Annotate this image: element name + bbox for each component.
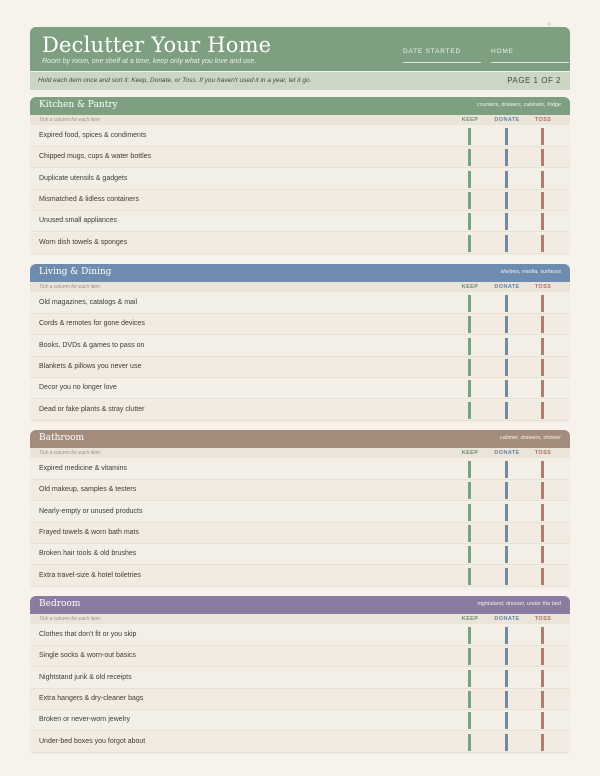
donate-checkbox[interactable]	[505, 213, 508, 230]
section-title: Kitchen & Pantry	[39, 100, 118, 110]
keep-checkbox[interactable]	[468, 734, 471, 751]
checklist-row	[30, 544, 570, 565]
keep-checkbox[interactable]	[468, 670, 471, 687]
section-1	[30, 264, 570, 423]
keep-checkbox[interactable]	[468, 482, 471, 499]
section-header	[30, 430, 570, 448]
keep-checkbox[interactable]	[468, 235, 471, 252]
item-label: Extra travel-size & hotel toiletries	[39, 571, 141, 579]
keep-checkbox[interactable]	[468, 627, 471, 644]
donate-checkbox[interactable]	[505, 171, 508, 188]
keep-column-header: KEEP	[461, 117, 479, 123]
section-title: Bathroom	[39, 433, 85, 443]
keep-checkbox[interactable]	[468, 525, 471, 542]
keep-checkbox[interactable]	[468, 691, 471, 708]
date-started-label: DATE STARTED	[403, 48, 461, 55]
checklist-row	[30, 480, 570, 501]
checklist-row	[30, 459, 570, 480]
toss-checkbox[interactable]	[541, 670, 544, 687]
checklist-row	[30, 625, 570, 646]
checklist-row	[30, 190, 570, 211]
instructions-bar	[30, 72, 570, 90]
donate-checkbox[interactable]	[505, 461, 508, 478]
toss-checkbox[interactable]	[541, 338, 544, 355]
keep-checkbox[interactable]	[468, 359, 471, 376]
keep-checkbox[interactable]	[468, 149, 471, 166]
keep-checkbox[interactable]	[468, 338, 471, 355]
donate-checkbox[interactable]	[505, 402, 508, 419]
checklist-row	[30, 566, 570, 587]
toss-checkbox[interactable]	[541, 192, 544, 209]
keep-checkbox[interactable]	[468, 546, 471, 563]
item-label: Expired food, spices & condiments	[39, 132, 147, 139]
item-label: Single socks & worn-out basics	[39, 652, 136, 660]
checklist-row	[30, 400, 570, 421]
section-2	[30, 430, 570, 589]
item-label: Cords & remotes for gone devices	[39, 320, 145, 328]
instructions-text: Hold each item once and sort it: Keep, Donate, or Toss. If you haven't used it in a year, let it go.	[38, 77, 312, 84]
item-label: Decor you no longer love	[39, 384, 117, 392]
toss-checkbox[interactable]	[541, 482, 544, 499]
section-hint: cabinet, drawers, shower	[499, 435, 561, 441]
keep-checkbox[interactable]	[468, 402, 471, 419]
donate-checkbox[interactable]	[505, 712, 508, 729]
donate-checkbox[interactable]	[505, 546, 508, 563]
corner-dot	[547, 22, 551, 26]
section-0	[30, 97, 570, 256]
keep-checkbox[interactable]	[468, 712, 471, 729]
toss-checkbox[interactable]	[541, 691, 544, 708]
column-header-row	[30, 282, 570, 292]
toss-checkbox[interactable]	[541, 316, 544, 333]
column-header-row	[30, 614, 570, 624]
toss-column-header: TOSS	[534, 450, 552, 456]
section-header	[30, 264, 570, 282]
keep-checkbox[interactable]	[468, 380, 471, 397]
item-label: Old makeup, samples & testers	[39, 486, 137, 494]
keep-column-header: KEEP	[461, 616, 479, 622]
keep-checkbox[interactable]	[468, 504, 471, 521]
toss-checkbox[interactable]	[541, 235, 544, 252]
checklist-row	[30, 646, 570, 667]
checklist-row	[30, 336, 570, 357]
item-label: Broken hair tools & old brushes	[39, 550, 137, 558]
section-3	[30, 596, 570, 755]
toss-checkbox[interactable]	[541, 213, 544, 230]
keep-checkbox[interactable]	[468, 648, 471, 665]
toss-checkbox[interactable]	[541, 712, 544, 729]
section-header	[30, 97, 570, 115]
section-title: Bedroom	[39, 599, 81, 609]
keep-checkbox[interactable]	[468, 213, 471, 230]
item-label: Blankets & pillows you never use	[39, 362, 142, 370]
toss-checkbox[interactable]	[541, 402, 544, 419]
donate-checkbox[interactable]	[505, 504, 508, 521]
checklist-row	[30, 233, 570, 254]
tick-hint: Tick a column for each item	[39, 284, 101, 290]
checklist-row	[30, 126, 570, 147]
keep-column-header: KEEP	[461, 284, 479, 290]
toss-checkbox[interactable]	[541, 380, 544, 397]
section-hint: nightstand, dresser, under the bed	[477, 601, 561, 607]
tick-hint: Tick a column for each item	[39, 117, 101, 123]
item-label: Under-bed boxes you forgot about	[39, 737, 146, 745]
section-title: Living & Dining	[39, 267, 112, 277]
donate-checkbox[interactable]	[505, 380, 508, 397]
item-label: Broken or never-worn jewelry	[39, 716, 131, 724]
item-label: Expired medicine & vitamins	[39, 465, 127, 472]
checklist-row	[30, 732, 570, 753]
toss-column-header: TOSS	[534, 284, 552, 290]
donate-checkbox[interactable]	[505, 648, 508, 665]
home-label: HOME	[491, 48, 514, 55]
column-header-row	[30, 448, 570, 458]
toss-column-header: TOSS	[534, 117, 552, 123]
checklist-row	[30, 147, 570, 168]
checklist-row	[30, 502, 570, 523]
donate-checkbox[interactable]	[505, 670, 508, 687]
home-line[interactable]	[491, 62, 569, 63]
tick-hint: Tick a column for each item	[39, 616, 101, 622]
checklist-row	[30, 668, 570, 689]
checklist-row	[30, 211, 570, 232]
donate-checkbox[interactable]	[505, 359, 508, 376]
item-label: Worn dish towels & sponges	[39, 238, 128, 246]
section-header	[30, 596, 570, 614]
donate-checkbox[interactable]	[505, 295, 508, 312]
toss-checkbox[interactable]	[541, 295, 544, 312]
toss-checkbox[interactable]	[541, 149, 544, 166]
item-label: Nearly-empty or unused products	[39, 507, 143, 515]
page-subtitle: Room by room, one shelf at a time, keep only what you love and use.	[42, 58, 257, 65]
item-label: Dead or fake plants & stray clutter	[39, 405, 145, 413]
keep-checkbox[interactable]	[468, 568, 471, 585]
section-hint: counters, drawers, cabinets, fridge	[476, 102, 561, 108]
donate-checkbox[interactable]	[505, 734, 508, 751]
tick-hint: Tick a column for each item	[39, 450, 101, 456]
keep-checkbox[interactable]	[468, 171, 471, 188]
donate-column-header: DONATE	[494, 616, 520, 622]
donate-checkbox[interactable]	[505, 149, 508, 166]
checklist-row	[30, 378, 570, 399]
section-hint: shelves, media, surfaces	[500, 269, 561, 275]
toss-checkbox[interactable]	[541, 627, 544, 644]
donate-column-header: DONATE	[494, 117, 520, 123]
keep-checkbox[interactable]	[468, 192, 471, 209]
keep-checkbox[interactable]	[468, 128, 471, 145]
column-header-row	[30, 115, 570, 125]
donate-checkbox[interactable]	[505, 627, 508, 644]
donate-checkbox[interactable]	[505, 316, 508, 333]
checklist-row	[30, 169, 570, 190]
item-label: Extra hangers & dry-cleaner bags	[39, 694, 144, 702]
donate-checkbox[interactable]	[505, 691, 508, 708]
donate-checkbox[interactable]	[505, 338, 508, 355]
checklist-row	[30, 689, 570, 710]
checklist-row	[30, 710, 570, 731]
page-header	[30, 27, 570, 71]
toss-checkbox[interactable]	[541, 461, 544, 478]
item-label: Clothes that don't fit or you skip	[39, 631, 137, 638]
toss-checkbox[interactable]	[541, 504, 544, 521]
page-title: Declutter Your Home	[42, 33, 272, 57]
page-number: PAGE 1 OF 2	[507, 76, 561, 85]
donate-checkbox[interactable]	[505, 525, 508, 542]
date-started-line[interactable]	[403, 62, 481, 63]
item-label: Old magazines, catalogs & mail	[39, 299, 138, 306]
keep-checkbox[interactable]	[468, 295, 471, 312]
toss-checkbox[interactable]	[541, 128, 544, 145]
donate-checkbox[interactable]	[505, 235, 508, 252]
toss-column-header: TOSS	[534, 616, 552, 622]
item-label: Nightstand junk & old receipts	[39, 673, 132, 681]
item-label: Books, DVDs & games to pass on	[39, 341, 145, 349]
checklist-row	[30, 293, 570, 314]
checklist-row	[30, 523, 570, 544]
item-label: Mismatched & lidless containers	[39, 195, 139, 203]
keep-column-header: KEEP	[461, 450, 479, 456]
toss-checkbox[interactable]	[541, 568, 544, 585]
item-label: Chipped mugs, cups & water bottles	[39, 153, 152, 161]
donate-column-header: DONATE	[494, 284, 520, 290]
toss-checkbox[interactable]	[541, 171, 544, 188]
item-label: Frayed towels & worn bath mats	[39, 528, 139, 536]
item-label: Duplicate utensils & gadgets	[39, 174, 128, 182]
checklist-row	[30, 314, 570, 335]
donate-checkbox[interactable]	[505, 568, 508, 585]
toss-checkbox[interactable]	[541, 359, 544, 376]
keep-checkbox[interactable]	[468, 316, 471, 333]
toss-checkbox[interactable]	[541, 734, 544, 751]
toss-checkbox[interactable]	[541, 648, 544, 665]
donate-checkbox[interactable]	[505, 482, 508, 499]
donate-checkbox[interactable]	[505, 192, 508, 209]
checklist-row	[30, 357, 570, 378]
item-label: Unused small appliances	[39, 217, 117, 225]
donate-column-header: DONATE	[494, 450, 520, 456]
donate-checkbox[interactable]	[505, 128, 508, 145]
toss-checkbox[interactable]	[541, 546, 544, 563]
keep-checkbox[interactable]	[468, 461, 471, 478]
toss-checkbox[interactable]	[541, 525, 544, 542]
